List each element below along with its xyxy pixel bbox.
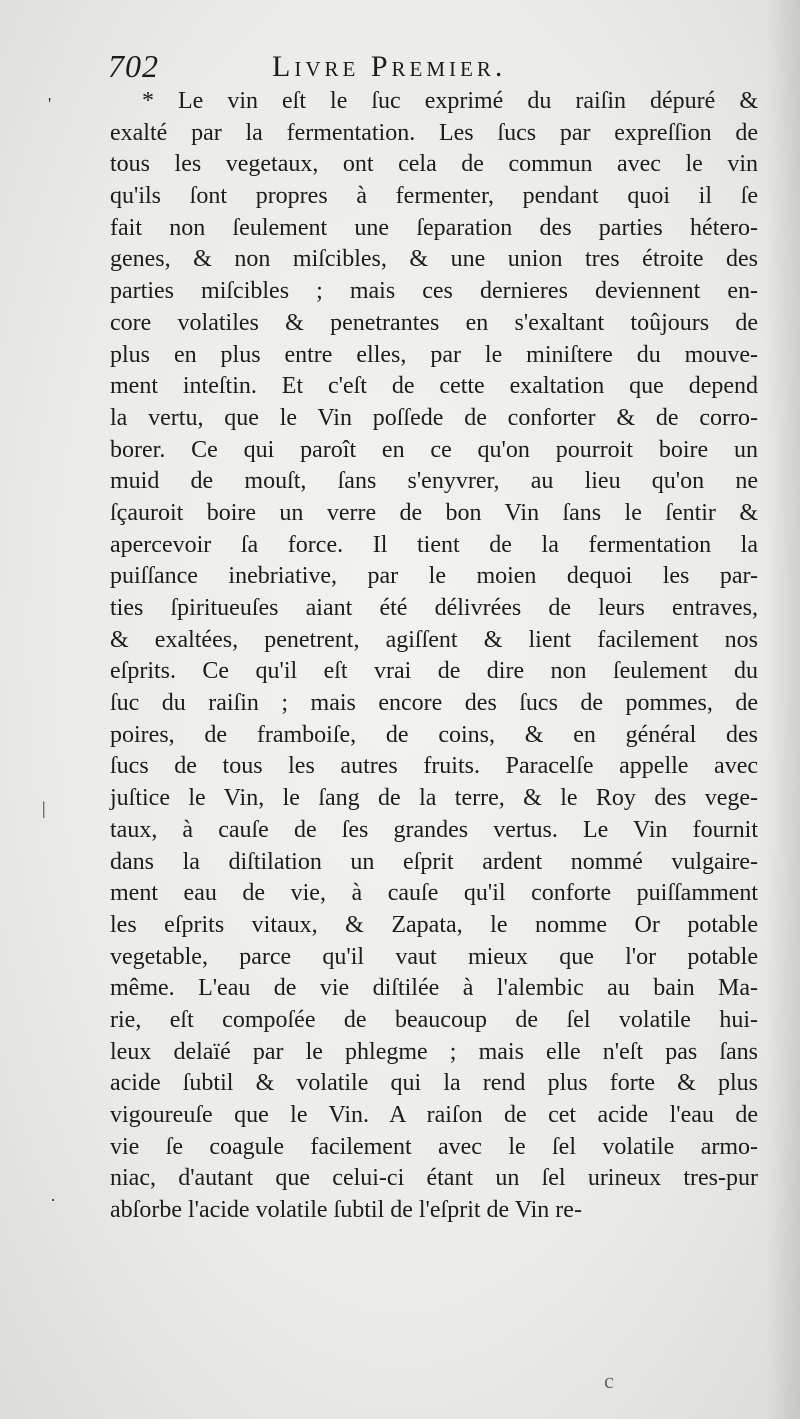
text-line: qu'ils ſont propres à fermenter, pendant quoi il ſe xyxy=(110,183,758,210)
text-line: ment inteſtin. Et c'eſt de cette exaltation que depend xyxy=(110,373,758,400)
text-line: niac, d'autant que celui-ci étant un ſel urineux tres-pur xyxy=(110,1165,758,1192)
text-line: ment eau de vie, à cauſe qu'il conforte puiſſamment xyxy=(110,880,758,907)
text-line: ſuc du raiſin ; mais encore des ſucs de pommes, de xyxy=(110,690,758,717)
text-line: ties ſpiritueuſes aiant été délivrées de leurs entraves, xyxy=(110,595,758,621)
text-line: la vertu, que le Vin poſſede de conforter & de corro- xyxy=(110,404,758,431)
text-line: rie, eſt compoſée de beaucoup de ſel volatile hui- xyxy=(110,1006,758,1033)
text-line: poires, de framboiſe, de coins, & en général des xyxy=(110,721,758,748)
text-line: tous les vegetaux, ont cela de commun avec le vin xyxy=(110,151,758,178)
text-line: taux, à cauſe de ſes grandes vertus. Le Vin fournit xyxy=(110,816,758,843)
text-line: eſprits. Ce qu'il eſt vrai de dire non ſeulement du xyxy=(110,658,758,685)
running-head xyxy=(108,46,628,90)
text-line: ſçauroit boire un verre de bon Vin ſans le ſentir & xyxy=(110,499,758,526)
text-line: vie ſe coagule facilement avec le ſel volatile armo- xyxy=(110,1133,758,1160)
text-line: * Le vin eſt le ſuc exprimé du raiſin dépuré & xyxy=(142,88,758,114)
text-line: vigoureuſe que le Vin. A raiſon de cet acide l'eau de xyxy=(110,1102,758,1128)
text-line: ſucs de tous les autres fruits. Paracelſe appelle avec xyxy=(110,753,758,780)
text-line: core volatiles & penetrantes en s'exaltant toûjours de xyxy=(110,309,758,336)
margin-tick: | xyxy=(42,798,46,818)
text-line: borer. Ce qui paroît en ce qu'on pourroit boire un xyxy=(110,436,758,463)
page-smudge: c xyxy=(604,1368,614,1393)
text-line: & exaltées, penetrent, agiſſent & lient facilement nos xyxy=(110,626,758,653)
text-line: les eſprits vitaux, & Zapata, le nomme Or potable xyxy=(110,911,758,938)
text-line: même. L'eau de vie diſtilée à l'alembic au bain Ma- xyxy=(110,975,758,1002)
page-edge-shadow xyxy=(766,0,800,1419)
margin-tick: ' xyxy=(48,94,52,114)
text-line: juſtice le Vin, le ſang de la terre, & le Roy des vege- xyxy=(110,785,758,812)
text-line: genes, & non miſcibles, & une union tres étroite des xyxy=(110,246,758,273)
text-line: apercevoir ſa force. Il tient de la fermentation la xyxy=(110,531,758,558)
text-line: dans la diſtilation un eſprit ardent nommé vulgaire- xyxy=(110,848,758,875)
text-line: vegetable, parce qu'il vaut mieux que l'or potable xyxy=(110,943,758,970)
text-line: exalté par la fermentation. Les ſucs par expreſſion de xyxy=(110,119,758,146)
margin-dot: · xyxy=(50,1190,56,1210)
text-line: parties miſcibles ; mais ces dernieres deviennent en- xyxy=(110,278,758,305)
text-line: leux delaïé par le phlegme ; mais elle n'eſt pas ſans xyxy=(110,1038,758,1065)
text-line: muid de mouſt, ſans s'enyvrer, au lieu qu'on ne xyxy=(110,468,758,495)
text-line: puiſſance inebriative, par le moien dequoi les par- xyxy=(110,563,758,590)
running-title: Livre Premier. xyxy=(272,50,507,83)
text-line: fait non ſeulement une ſeparation des parties hétero- xyxy=(110,214,758,241)
text-line: acide ſubtil & volatile qui la rend plus forte & plus xyxy=(110,1070,758,1097)
body-text xyxy=(110,86,758,1227)
text-line: plus en plus entre elles, par le miniſtere du mouve- xyxy=(110,341,758,368)
page-number: 702 xyxy=(108,48,159,84)
text-line: abſorbe l'acide volatile ſubtil de l'eſprit de Vin re- xyxy=(110,1197,582,1224)
